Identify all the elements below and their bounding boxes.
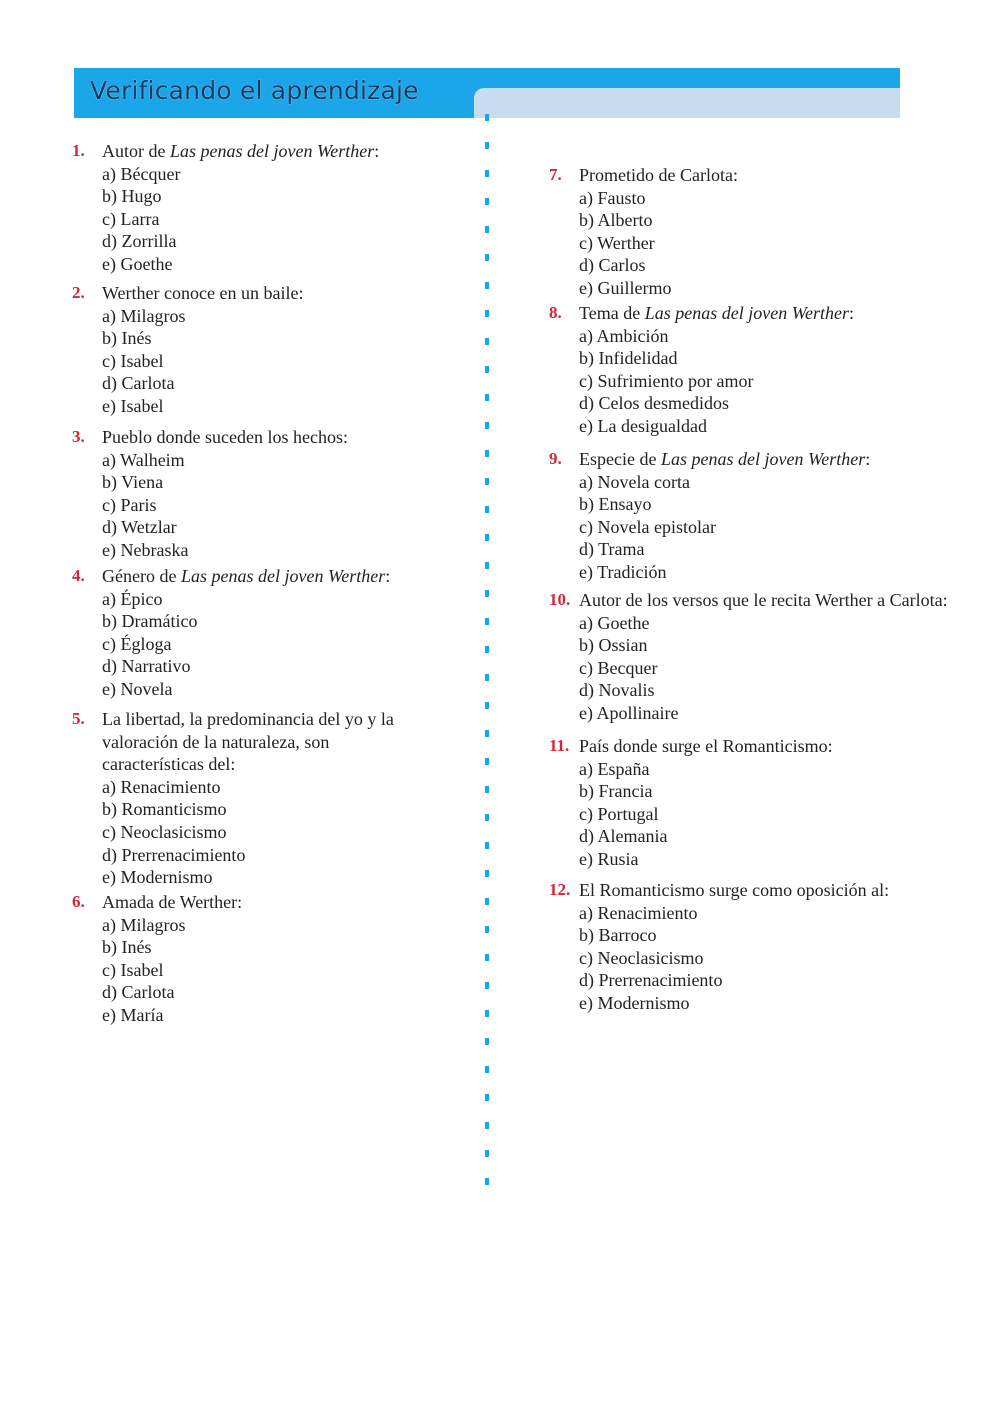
question-text-plain: Especie de — [579, 449, 661, 469]
question-text — [579, 303, 854, 323]
answer-option[interactable]: c) Isabel — [102, 959, 164, 980]
answer-option[interactable]: e) Apollinaire — [579, 703, 679, 723]
book-title: Las penas del joven Werther — [180, 566, 386, 586]
answer-option[interactable]: b) Ossian — [579, 635, 648, 656]
answer-option[interactable]: b) Francia — [579, 781, 653, 802]
question-number: 8. — [549, 303, 562, 322]
question-number: 3. — [72, 427, 85, 446]
question-text-plain: Autor de — [102, 141, 170, 161]
question-text — [579, 880, 889, 900]
answer-option[interactable]: c) Isabel — [102, 350, 164, 371]
book-title: Las penas del joven Werther — [660, 449, 866, 469]
answer-option[interactable]: c) Larra — [102, 208, 160, 229]
answer-option[interactable]: e) Modernismo — [102, 867, 213, 888]
question-text-plain: Pueblo donde suceden los hechos: — [102, 427, 348, 447]
answer-option[interactable]: a) Bécquer — [102, 163, 181, 184]
answer-option[interactable]: d) Prerrenacimiento — [579, 970, 723, 991]
question-number: 1. — [72, 141, 85, 160]
answer-option[interactable]: b) Dramático — [102, 611, 198, 632]
answer-option[interactable]: c) Novela epistolar — [579, 516, 716, 537]
answer-option[interactable]: a) Walheim — [102, 449, 185, 470]
answer-option[interactable]: a) Renacimiento — [102, 776, 221, 797]
question-text — [102, 141, 379, 161]
question-number: 2. — [72, 283, 85, 302]
question-text-plain: Género de — [102, 566, 181, 586]
question-text-continuation: valoración de la naturaleza, son — [102, 731, 330, 752]
question-text — [579, 590, 948, 610]
answer-option[interactable]: c) Égloga — [102, 633, 172, 654]
answer-option[interactable]: d) Zorrilla — [102, 231, 177, 252]
answer-option[interactable]: e) Rusia — [579, 849, 639, 869]
answer-option[interactable]: c) Becquer — [579, 657, 658, 678]
answer-option[interactable]: d) Carlota — [102, 373, 175, 394]
question-text-plain: Prometido de Carlota: — [579, 165, 738, 185]
question-number: 10. — [549, 590, 571, 609]
answer-option[interactable]: a) Épico — [102, 588, 163, 609]
header-banner-accent — [474, 88, 900, 118]
answer-option[interactable]: d) Narrativo — [102, 656, 191, 677]
question-text — [579, 449, 870, 469]
question-text-plain: Amada de Werther: — [102, 892, 243, 912]
question-text-continuation: características del: — [102, 754, 236, 775]
question-text-suffix: : — [374, 141, 380, 161]
answer-option[interactable]: b) Alberto — [579, 210, 653, 231]
answer-option[interactable]: e) Novela — [102, 679, 173, 699]
answer-option[interactable]: c) Neoclasicismo — [579, 947, 704, 968]
answer-option[interactable]: b) Ensayo — [579, 494, 652, 515]
answer-option[interactable]: e) Isabel — [102, 396, 164, 416]
answer-option[interactable]: b) Inés — [102, 328, 152, 349]
answer-option[interactable]: d) Novalis — [579, 680, 655, 701]
answer-option[interactable]: b) Romanticismo — [102, 799, 227, 820]
question-text-suffix: : — [865, 449, 871, 469]
column-divider — [485, 114, 489, 1196]
answer-option[interactable]: c) Sufrimiento por amor — [579, 370, 754, 391]
answer-option[interactable]: e) Nebraska — [102, 540, 189, 560]
question-text-plain: La libertad, la predominancia del yo y la — [102, 709, 394, 729]
question-number: 11. — [549, 736, 570, 755]
book-title: Las penas del joven Werther — [644, 303, 850, 323]
answer-option[interactable]: e) Modernismo — [579, 993, 690, 1013]
question-text-plain: País donde surge el Romanticismo: — [579, 736, 833, 756]
question-text — [579, 165, 738, 185]
answer-option[interactable]: c) Portugal — [579, 803, 659, 824]
answer-option[interactable]: a) Milagros — [102, 914, 186, 935]
question-text-plain: Autor de los versos que le recita Werther a Carlota: — [579, 590, 948, 610]
answer-option[interactable]: e) Tradición — [579, 562, 667, 582]
answer-option[interactable]: a) Fausto — [579, 187, 646, 208]
answer-option[interactable]: d) Carlota — [102, 982, 175, 1003]
answer-option[interactable]: d) Prerrenacimiento — [102, 844, 246, 865]
answer-option[interactable]: a) España — [579, 758, 650, 779]
answer-option[interactable]: d) Alemania — [579, 826, 668, 847]
page-title: Verificando el aprendizaje — [90, 76, 419, 105]
answer-option[interactable]: d) Wetzlar — [102, 517, 177, 538]
answer-option[interactable]: e) La desigualdad — [579, 416, 707, 436]
question-text-suffix: : — [849, 303, 855, 323]
answer-option[interactable]: b) Barroco — [579, 925, 657, 946]
answer-option[interactable]: b) Viena — [102, 472, 164, 493]
question-text-plain: El Romanticismo surge como oposición al: — [579, 880, 890, 900]
answer-option[interactable]: d) Trama — [579, 539, 645, 560]
question-text-plain: Tema de — [579, 303, 645, 323]
question-number: 4. — [72, 566, 85, 585]
answer-option[interactable]: c) Werther — [579, 232, 655, 253]
answer-option[interactable]: d) Celos desmedidos — [579, 393, 729, 414]
answer-option[interactable]: c) Neoclasicismo — [102, 822, 227, 842]
answer-option[interactable]: a) Milagros — [102, 305, 186, 326]
question-text — [102, 566, 390, 586]
question-text — [102, 709, 394, 729]
answer-option[interactable]: c) Paris — [102, 494, 157, 515]
question-number: 7. — [549, 165, 562, 184]
question-text — [102, 283, 303, 303]
answer-option[interactable]: a) Novela corta — [579, 471, 690, 492]
question-number: 9. — [549, 449, 562, 468]
answer-option[interactable]: a) Ambición — [579, 325, 669, 346]
question-number: 5. — [72, 709, 85, 728]
question-number: 12. — [549, 880, 571, 899]
question-text — [102, 427, 348, 447]
answer-option[interactable]: e) Goethe — [102, 254, 173, 274]
answer-option[interactable]: e) Guillermo — [579, 278, 672, 298]
question-text-suffix: : — [385, 566, 391, 586]
answer-option[interactable]: e) María — [102, 1005, 164, 1025]
answer-option[interactable]: a) Goethe — [579, 612, 650, 633]
question-text — [579, 736, 833, 756]
book-title: Las penas del joven Werther — [169, 141, 375, 161]
question-text-plain: Werther conoce en un baile: — [102, 283, 304, 303]
question-number: 6. — [72, 892, 85, 911]
answer-option[interactable]: b) Infidelidad — [579, 348, 678, 369]
answer-option[interactable]: b) Hugo — [102, 186, 162, 207]
question-text — [102, 892, 242, 912]
answer-option[interactable]: d) Carlos — [579, 255, 646, 276]
answer-option[interactable]: b) Inés — [102, 937, 152, 958]
answer-option[interactable]: a) Renacimiento — [579, 902, 698, 923]
